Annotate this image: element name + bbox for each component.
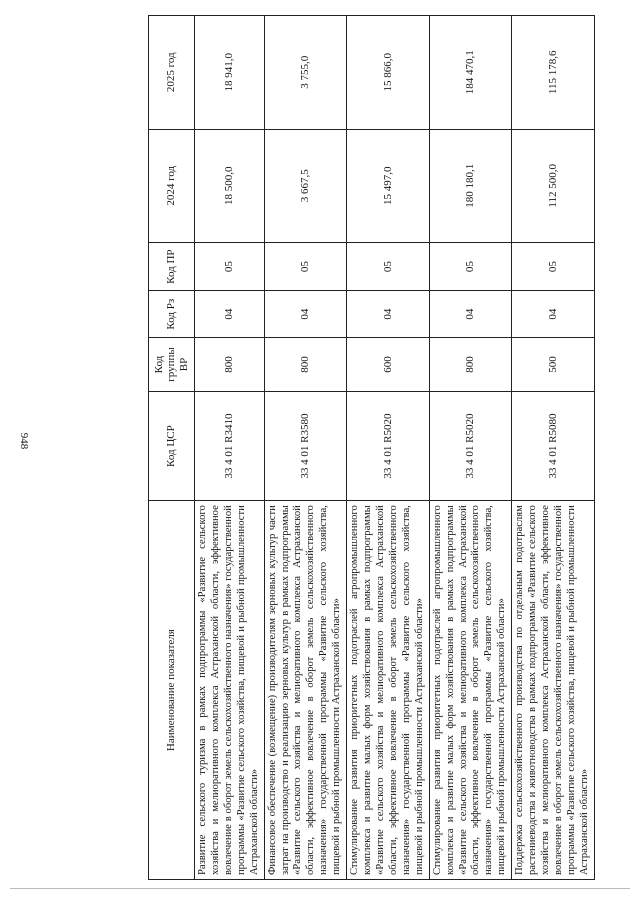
row-indicator-name: Развитие сельского туризма в рамках подпрограммы «Развитие сельского хозяйства и мелиоративного комплекса Астраханской области, эффективное вовлечение в оборот земель сельскохозяйственного назначения» государственной программы «Развитие сельского хозяйства, пищевой и рыбной промышленности Астраханской области»	[195, 501, 265, 880]
row-amount-2024: 112 500,0	[512, 129, 595, 242]
rotated-table-container	[148, 15, 593, 880]
row-indicator-name: Стимулирование развития приоритетных подотраслей агропромышленного комплекса и развитие малых форм хозяйствования в рамках подпрограммы «Развитие сельского хозяйства и мелиоративного комплекса Астраханской области, эффективное вовлечение в оборот земель сельскохозяйственного назначения» государственной программы «Развитие сельского хозяйства, пищевой и рыбной промышленности Астраханской области»	[347, 501, 430, 880]
row-rz-code: 04	[347, 291, 430, 338]
row-amount-2024: 3 667,5	[264, 129, 347, 242]
row-amount-2025: 18 941,0	[195, 16, 265, 130]
row-csr-code: 33 4 01 R3410	[195, 391, 265, 500]
row-indicator-name: Стимулирование развития приоритетных подотраслей агропромышленного комплекса и развитие малых форм хозяйствования в рамках подпрограммы «Развитие сельского хозяйства и мелиоративного комплекса Астраханской области, эффективное вовлечение в оборот земель сельскохозяйственного назначения» государственной программы «Развитие сельского хозяйства, пищевой и рыбной промышленности Астраханской области»	[429, 501, 512, 880]
row-vr-code: 800	[195, 338, 265, 392]
page-number: 948	[18, 432, 30, 450]
row-amount-2025: 115 178,6	[512, 16, 595, 130]
row-indicator-name: Поддержка сельскохозяйственного производства по отдельным подотраслям растениеводства и животноводства в рамках подпрограммы «Развитие сельского хозяйства и мелиоративного комплекса Астраханской области, эффективное вовлечение в оборот земель сельскохозяйственного назначения» государственной программы «Развитие сельского хозяйства, пищевой и рыбной промышленности Астраханской области»	[512, 501, 595, 880]
row-csr-code: 33 4 01 R5020	[429, 391, 512, 500]
row-rz-code: 04	[429, 291, 512, 338]
header-rz-code: Код Рз	[149, 291, 195, 338]
header-year-2024: 2024 год	[149, 129, 195, 242]
table-row	[195, 16, 265, 880]
table-row	[512, 16, 595, 880]
row-rz-code: 04	[264, 291, 347, 338]
row-amount-2024: 15 497,0	[347, 129, 430, 242]
row-vr-code: 800	[429, 338, 512, 392]
header-indicator-name: Наименование показателя	[149, 501, 195, 880]
row-rz-code: 04	[512, 291, 595, 338]
row-pr-code: 05	[264, 243, 347, 291]
header-csr-code: Код ЦСР	[149, 391, 195, 500]
header-pr-code: Код ПР	[149, 243, 195, 291]
row-amount-2025: 3 755,0	[264, 16, 347, 130]
row-amount-2024: 18 500,0	[195, 129, 265, 242]
table-row	[429, 16, 512, 880]
row-csr-code: 33 4 01 R3580	[264, 391, 347, 500]
header-vr-code: Код группы ВР	[149, 338, 195, 392]
row-pr-code: 05	[512, 243, 595, 291]
row-vr-code: 800	[264, 338, 347, 392]
row-csr-code: 33 4 01 R5020	[347, 391, 430, 500]
row-pr-code: 05	[195, 243, 265, 291]
header-year-2025: 2025 год	[149, 16, 195, 130]
table-row	[264, 16, 347, 880]
row-csr-code: 33 4 01 R5080	[512, 391, 595, 500]
table-row	[347, 16, 430, 880]
row-vr-code: 500	[512, 338, 595, 392]
row-pr-code: 05	[429, 243, 512, 291]
row-vr-code: 600	[347, 338, 430, 392]
row-indicator-name: Финансовое обеспечение (возмещение) производителям зерновых культур части затрат на производство и реализацию зерновых культур в рамках подпрограммы «Развитие сельского хозяйства и мелиоративного комплекса Астраханской области, эффективное вовлечение в оборот земель сельскохозяйственного назначения» государственной программы «Развитие сельского хозяйства, пищевой и рыбной промышленности Астраханской области»	[264, 501, 347, 880]
row-amount-2025: 184 470,1	[429, 16, 512, 130]
row-pr-code: 05	[347, 243, 430, 291]
page-bottom-divider	[10, 888, 630, 889]
budget-table	[148, 15, 595, 880]
table-header-row	[149, 16, 195, 880]
row-amount-2025: 15 866,0	[347, 16, 430, 130]
row-amount-2024: 180 180,1	[429, 129, 512, 242]
row-rz-code: 04	[195, 291, 265, 338]
